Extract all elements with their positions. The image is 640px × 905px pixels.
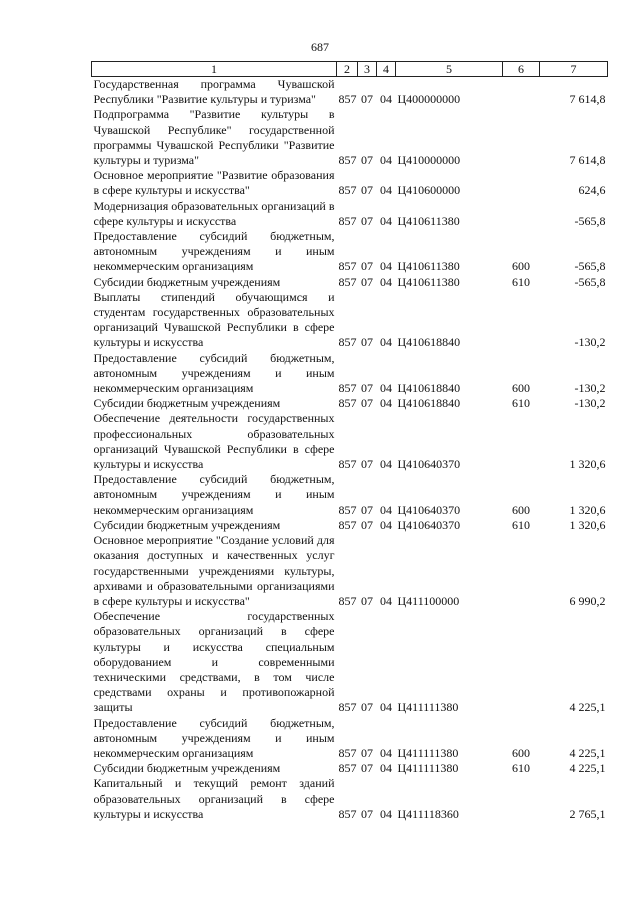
budget-table — [91, 61, 608, 822]
row-expense-type — [503, 290, 540, 351]
row-expense-type: 600 — [512, 745, 530, 760]
row-section: 07 — [361, 806, 373, 821]
row-subsection: 04 — [380, 700, 392, 715]
row-admin-code: 857 — [338, 213, 357, 228]
row-admin-code: 857 — [338, 335, 357, 350]
row-admin-code: 857 — [338, 259, 357, 274]
row-admin-code: 857 — [338, 92, 357, 107]
header-col-3: 3 — [358, 62, 377, 77]
row-subsection: 04 — [380, 517, 392, 532]
row-admin-code: 857 — [338, 381, 357, 396]
row-target-code: Ц410611380 — [397, 259, 460, 274]
row-admin-code: 857 — [338, 502, 357, 517]
row-amount: 6 990,2 — [569, 593, 606, 608]
row-subsection: 04 — [380, 593, 392, 608]
row-target-code: Ц410600000 — [397, 183, 461, 198]
row-description: Предоставление субсидий бюджетным, автономным учреждениям и иным некоммерческим организациям — [93, 350, 335, 396]
row-section: 07 — [361, 396, 373, 411]
row-admin-code: 857 — [338, 183, 357, 198]
row-target-code: Ц410611380 — [397, 274, 460, 289]
row-section: 07 — [361, 335, 373, 350]
row-amount: -130,2 — [574, 335, 606, 350]
row-target-code: Ц411111380 — [397, 761, 459, 776]
row-description: Основное мероприятие "Создание условий для оказания доступных и качественных услуг государственными учреждениями культуры, архивами и образовательными организациями в сфере культуры и искусства" — [93, 533, 335, 608]
row-target-code: Ц410611380 — [397, 213, 460, 228]
row-description: Предоставление субсидий бюджетным, автономным учреждениям и иным некоммерческим организациям — [93, 229, 335, 274]
row-subsection: 04 — [380, 381, 392, 396]
row-description: Выплаты стипендий обучающимся и студентам государственных образовательных организаций Чувашской Республики в сфере культуры и искусства — [93, 289, 335, 350]
row-section: 07 — [361, 153, 373, 168]
row-expense-type — [503, 107, 540, 168]
row-target-code: Ц410618840 — [397, 335, 461, 350]
row-subsection: 04 — [380, 213, 392, 228]
row-description: Подпрограмма "Развитие культуры в Чувашской Республике" государственной программы Чувашской Республики "Развитие культуры и туризма" — [93, 107, 335, 168]
row-section: 07 — [361, 457, 373, 472]
row-description: Капитальный и текущий ремонт зданий образовательных организаций в сфере культуры и искусства — [93, 776, 335, 821]
row-section: 07 — [361, 593, 373, 608]
row-target-code: Ц410640370 — [397, 457, 461, 472]
row-admin-code: 857 — [338, 761, 357, 776]
page-number: 687 — [311, 40, 329, 54]
table-row — [92, 518, 608, 533]
row-expense-type — [503, 199, 540, 229]
row-subsection: 04 — [380, 761, 392, 776]
row-section: 07 — [361, 183, 373, 198]
row-description: Субсидии бюджетным учреждениям — [93, 396, 281, 411]
row-target-code: Ц411111380 — [397, 745, 459, 760]
row-expense-type: 600 — [512, 259, 530, 274]
row-expense-type — [503, 168, 540, 198]
row-description: Обеспечение деятельности государственных профессиональных образовательных организаций Чувашской Республики в сфере культуры и искусства — [93, 411, 335, 472]
row-subsection: 04 — [380, 259, 392, 274]
row-amount: 624,6 — [578, 183, 606, 198]
row-subsection: 04 — [380, 335, 392, 350]
row-subsection: 04 — [380, 153, 392, 168]
row-subsection: 04 — [380, 274, 392, 289]
row-description: Субсидии бюджетным учреждениям — [93, 517, 281, 532]
table-row — [92, 716, 608, 762]
row-amount: -565,8 — [574, 274, 606, 289]
row-admin-code: 857 — [338, 745, 357, 760]
row-section: 07 — [361, 274, 373, 289]
table-header — [92, 62, 608, 77]
row-subsection: 04 — [380, 502, 392, 517]
row-admin-code: 857 — [338, 153, 357, 168]
row-admin-code: 857 — [338, 517, 357, 532]
row-amount: 7 614,8 — [569, 153, 606, 168]
row-description: Предоставление субсидий бюджетным, автономным учреждениям и иным некоммерческим организациям — [93, 715, 335, 760]
row-admin-code: 857 — [338, 806, 357, 821]
table-row — [92, 107, 608, 168]
table-row — [92, 533, 608, 609]
row-description: Обеспечение государственных образовательных организаций в сфере культуры и искусства специальным оборудованием и современными техническими средствами, в том числе средствами охраны и противопожарной защиты — [93, 609, 335, 715]
table-body — [92, 77, 608, 822]
row-target-code: Ц411100000 — [397, 593, 460, 608]
table-row — [92, 275, 608, 290]
table-row — [92, 761, 608, 776]
row-expense-type — [503, 776, 540, 822]
header-col-4: 4 — [377, 62, 396, 77]
header-row — [92, 62, 608, 77]
row-admin-code: 857 — [338, 274, 357, 289]
row-description: Основное мероприятие "Развитие образования в сфере культуры и искусства" — [93, 168, 335, 198]
row-admin-code: 857 — [338, 700, 357, 715]
row-amount: -130,2 — [574, 396, 606, 411]
row-target-code: Ц410618840 — [397, 396, 461, 411]
row-section: 07 — [361, 381, 373, 396]
row-amount: 1 320,6 — [569, 457, 606, 472]
row-amount: 4 225,1 — [569, 745, 606, 760]
header-col-2: 2 — [337, 62, 358, 77]
row-target-code: Ц411118360 — [397, 806, 459, 821]
row-subsection: 04 — [380, 745, 392, 760]
header-col-5: 5 — [396, 62, 503, 77]
row-section: 07 — [361, 259, 373, 274]
row-section: 07 — [361, 213, 373, 228]
table-row — [92, 776, 608, 822]
table-row — [92, 396, 608, 411]
row-amount: -565,8 — [574, 213, 606, 228]
row-target-code: Ц410000000 — [397, 153, 461, 168]
row-amount: 1 320,6 — [569, 517, 606, 532]
row-description: Модернизация образовательных организаций в сфере культуры и искусства — [93, 198, 335, 228]
row-description: Субсидии бюджетным учреждениям — [93, 761, 281, 776]
row-expense-type — [503, 609, 540, 715]
row-amount: 4 225,1 — [569, 761, 606, 776]
row-expense-type — [503, 77, 540, 108]
row-subsection: 04 — [380, 806, 392, 821]
row-subsection: 04 — [380, 92, 392, 107]
row-section: 07 — [361, 502, 373, 517]
table-row — [92, 199, 608, 229]
table-row — [92, 168, 608, 198]
row-expense-type: 610 — [512, 517, 530, 532]
row-admin-code: 857 — [338, 593, 357, 608]
row-section: 07 — [361, 700, 373, 715]
row-expense-type — [503, 533, 540, 609]
row-target-code: Ц410618840 — [397, 381, 461, 396]
row-expense-type — [503, 411, 540, 472]
table-row — [92, 290, 608, 351]
row-expense-type: 600 — [512, 502, 530, 517]
row-target-code: Ц411111380 — [397, 700, 459, 715]
row-subsection: 04 — [380, 396, 392, 411]
row-expense-type: 600 — [512, 381, 530, 396]
row-amount: -130,2 — [574, 381, 606, 396]
row-section: 07 — [361, 517, 373, 532]
row-section: 07 — [361, 761, 373, 776]
row-target-code: Ц400000000 — [397, 92, 461, 107]
row-admin-code: 857 — [338, 457, 357, 472]
row-section: 07 — [361, 92, 373, 107]
row-expense-type: 610 — [512, 274, 530, 289]
table-row — [92, 411, 608, 472]
table-row — [92, 229, 608, 275]
row-admin-code: 857 — [338, 396, 357, 411]
row-amount: 4 225,1 — [569, 700, 606, 715]
row-amount: -565,8 — [574, 259, 606, 274]
row-amount: 2 765,1 — [569, 806, 606, 821]
row-amount: 7 614,8 — [569, 92, 606, 107]
row-description: Субсидии бюджетным учреждениям — [93, 274, 281, 289]
row-section: 07 — [361, 745, 373, 760]
row-expense-type: 610 — [512, 761, 530, 776]
table-row — [92, 351, 608, 397]
row-expense-type: 610 — [512, 396, 530, 411]
table-row — [92, 609, 608, 715]
row-description: Предоставление субсидий бюджетным, автономным учреждениям и иным некоммерческим организациям — [93, 472, 335, 517]
row-target-code: Ц410640370 — [397, 502, 461, 517]
row-subsection: 04 — [380, 183, 392, 198]
row-amount: 1 320,6 — [569, 502, 606, 517]
header-col-7: 7 — [540, 62, 608, 77]
row-subsection: 04 — [380, 457, 392, 472]
row-target-code: Ц410640370 — [397, 517, 461, 532]
header-col-6: 6 — [503, 62, 540, 77]
table-row — [92, 472, 608, 518]
header-col-1: 1 — [92, 62, 337, 77]
table-row — [92, 77, 608, 108]
row-description: Государственная программа Чувашской Республики "Развитие культуры и туризма" — [93, 77, 335, 107]
